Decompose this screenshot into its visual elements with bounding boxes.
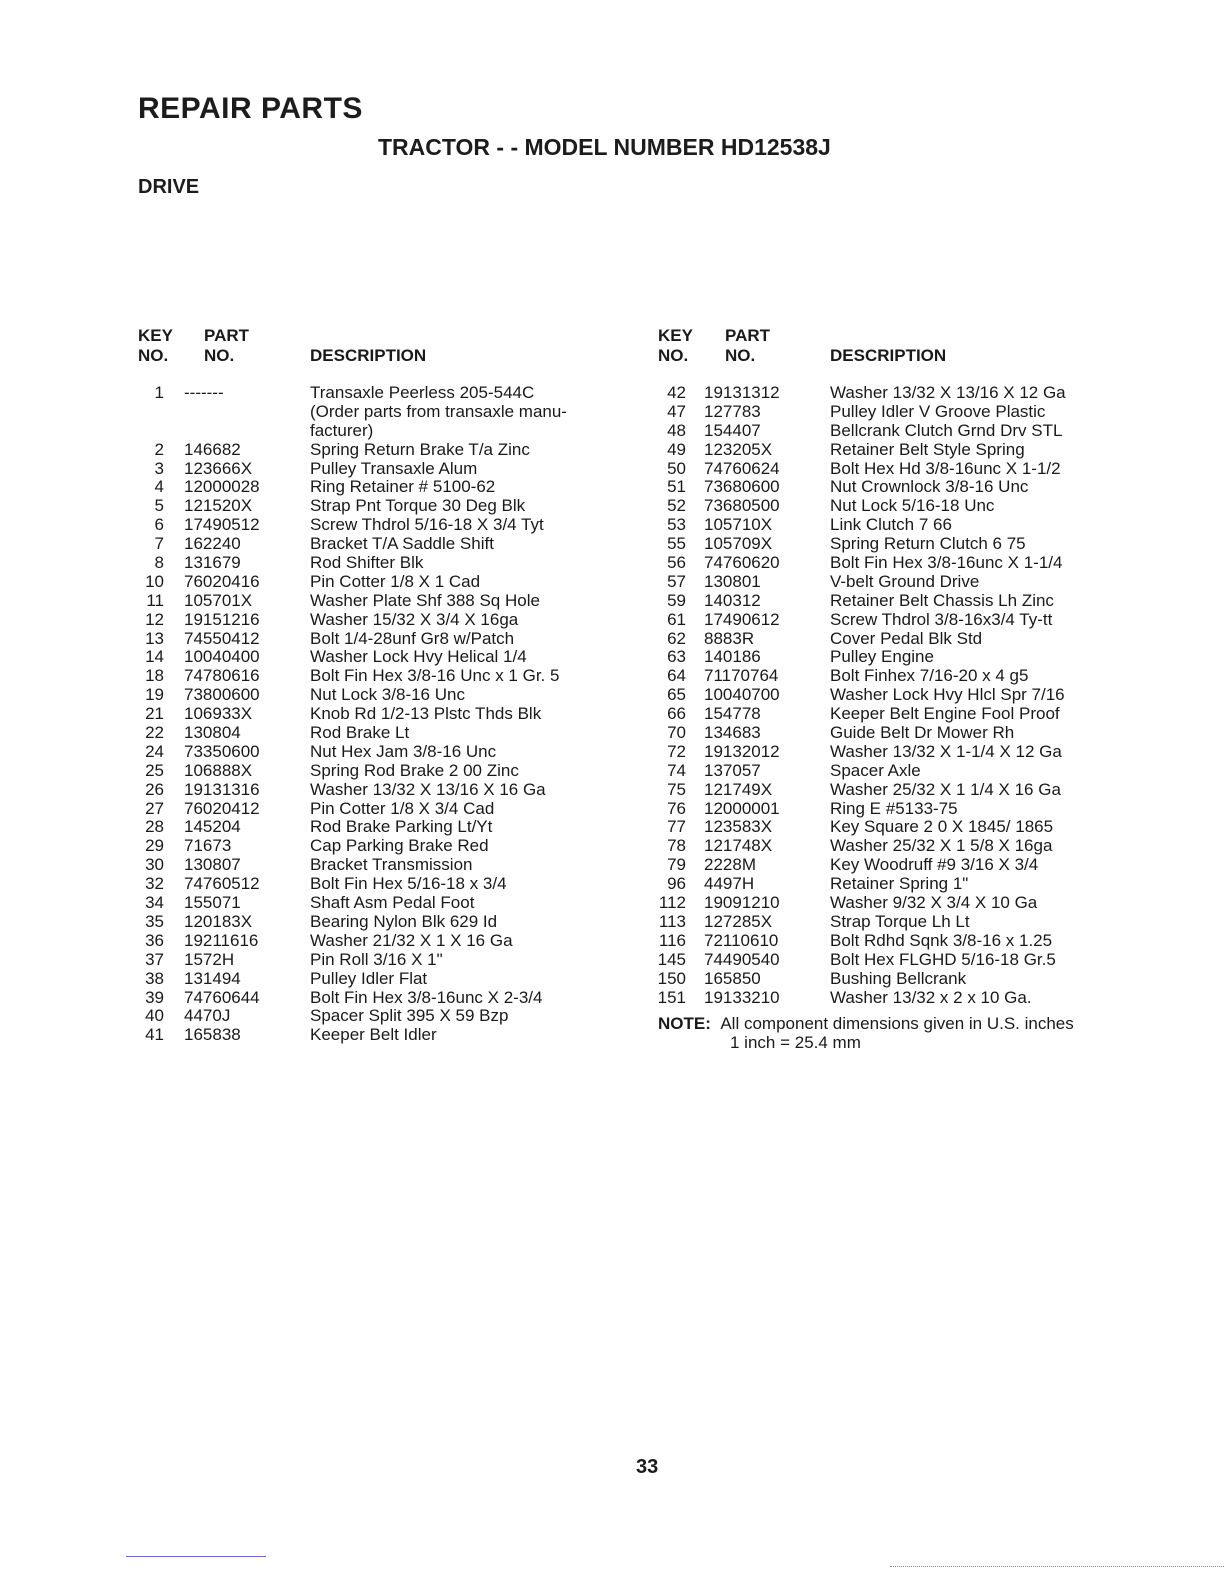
table-row (138, 422, 608, 441)
divider-left (126, 1556, 266, 1557)
part-description: Retainer Spring 1" (830, 874, 969, 894)
key-number: 66 (667, 704, 686, 724)
part-description: Rod Brake Parking Lt/Yt (310, 817, 493, 837)
part-description: Pulley Transaxle Alum (310, 458, 478, 478)
key-number: 59 (667, 590, 686, 610)
table-row (138, 554, 608, 573)
table-row (656, 422, 1116, 441)
table-row (656, 686, 1116, 705)
table-row (138, 497, 608, 516)
part-number: 2228M (704, 855, 756, 875)
key-number: 22 (145, 723, 164, 743)
table-row (138, 875, 608, 894)
part-number: 105701X (184, 590, 253, 610)
part-number: 76020416 (184, 571, 260, 591)
table-row (138, 1007, 608, 1026)
part-number: 71673 (184, 836, 232, 856)
part-description: Pin Cotter 1/8 X 3/4 Cad (310, 798, 495, 818)
part-number: 74780616 (184, 666, 260, 686)
table-row (138, 573, 608, 592)
part-number: 73800600 (184, 685, 260, 705)
part-no-header: NO. (204, 346, 235, 365)
table-row (138, 686, 608, 705)
key-number: 42 (667, 383, 686, 402)
key-number: 77 (667, 817, 686, 837)
table-row (138, 667, 608, 686)
key-number: 21 (145, 704, 164, 724)
table-row (656, 762, 1116, 781)
table-row (138, 384, 608, 403)
part-description: Bolt Fin Hex 3/8-16unc X 2-3/4 (310, 987, 543, 1007)
table-row (138, 894, 608, 913)
part-number: 17490512 (184, 515, 260, 535)
key-number: 13 (145, 628, 164, 648)
part-number: 8883R (704, 628, 755, 648)
table-row (656, 648, 1116, 667)
table-row (138, 724, 608, 743)
key-number: 116 (658, 930, 686, 950)
part-number: 140186 (704, 647, 761, 667)
table-row (656, 894, 1116, 913)
part-description: Spacer Split 395 X 59 Bzp (310, 1006, 509, 1026)
part-number: 19131312 (704, 383, 780, 402)
part-number: 10040700 (704, 685, 780, 705)
part-description: Nut Crownlock 3/8-16 Unc (830, 477, 1029, 497)
table-row (656, 497, 1116, 516)
table-row (656, 800, 1116, 819)
part-number: 140312 (704, 590, 761, 610)
part-description: Ring E #5133-75 (830, 798, 958, 818)
part-description: Bearing Nylon Blk 629 Id (310, 911, 498, 931)
part-number: 130801 (704, 571, 761, 591)
table-row (138, 932, 608, 951)
section-title: DRIVE (138, 176, 200, 198)
part-description: Retainer Belt Chassis Lh Zinc (830, 590, 1054, 610)
table-row (656, 630, 1116, 649)
part-description: Key Square 2 0 X 1845/ 1865 (830, 817, 1054, 837)
key-number: 48 (667, 420, 686, 440)
part-number: 154778 (704, 704, 761, 724)
key-number: 7 (154, 534, 164, 554)
key-number: 56 (667, 553, 686, 573)
table-row (656, 667, 1116, 686)
table-row (656, 913, 1116, 932)
part-description: Bushing Bellcrank (830, 968, 967, 988)
part-description: Spacer Axle (830, 760, 921, 780)
part-number: 10040400 (184, 647, 260, 667)
part-description: Washer 25/32 X 1 5/8 X 16ga (830, 836, 1053, 856)
part-number: 131494 (184, 968, 241, 988)
part-description: Key Woodruff #9 3/16 X 3/4 (830, 855, 1039, 875)
part-number: 155071 (184, 893, 241, 913)
part-number: 127285X (704, 911, 773, 931)
divider-right (890, 1566, 1224, 1567)
parts-list-left (138, 384, 608, 1045)
key-number: 74 (667, 760, 686, 780)
description-header: DESCRIPTION (310, 346, 427, 365)
table-row (138, 1026, 608, 1045)
key-number: 61 (667, 609, 686, 629)
table-row (138, 630, 608, 649)
part-number: 121748X (704, 836, 773, 856)
part-number: 4470J (184, 1006, 231, 1026)
key-number: 1 (154, 383, 164, 402)
part-description: Strap Pnt Torque 30 Deg Blk (310, 496, 526, 516)
key-number: 36 (145, 930, 164, 950)
table-row (656, 989, 1116, 1008)
key-number: 12 (145, 609, 164, 629)
table-row (656, 724, 1116, 743)
part-description: Washer 13/32 x 2 x 10 Ga. (830, 987, 1032, 1007)
part-number: 127783 (704, 401, 761, 421)
key-number: 27 (145, 798, 164, 818)
part-description: Bracket T/A Saddle Shift (310, 534, 494, 554)
part-number: 105709X (704, 534, 773, 554)
part-description: Bolt Hex FLGHD 5/16-18 Gr.5 (830, 949, 1056, 969)
part-number: 72110610 (704, 930, 779, 950)
key-number: 11 (146, 590, 164, 610)
table-row (138, 762, 608, 781)
part-number: 76020412 (184, 798, 260, 818)
key-number: 47 (667, 401, 686, 421)
table-row (656, 478, 1116, 497)
part-description: Screw Thdrol 3/8-16x3/4 Ty-tt (830, 609, 1053, 629)
table-row (656, 781, 1116, 800)
part-description: Cap Parking Brake Red (310, 836, 489, 856)
table-row (138, 460, 608, 479)
part-number: 74490540 (704, 949, 780, 969)
part-description: Washer 15/32 X 3/4 X 16ga (310, 609, 519, 629)
key-number: 75 (667, 779, 686, 799)
part-description: Bolt Rdhd Sqnk 3/8-16 x 1.25 (830, 930, 1053, 950)
part-description: Strap Torque Lh Lt (830, 911, 970, 931)
table-row (138, 818, 608, 837)
part-description: Guide Belt Dr Mower Rh (830, 723, 1015, 743)
description-header: DESCRIPTION (830, 346, 947, 365)
part-number: 74760620 (704, 553, 780, 573)
key-number: 52 (667, 496, 686, 516)
part-number: 123205X (704, 439, 773, 459)
part-number: 19133210 (704, 987, 780, 1007)
table-row (138, 516, 608, 535)
table-row (138, 837, 608, 856)
key-no-header: NO. (658, 346, 689, 365)
key-number: 4 (154, 477, 164, 497)
table-row (138, 592, 608, 611)
part-number: 131679 (184, 553, 241, 573)
part-number: 121749X (704, 779, 773, 799)
key-header: KEY (658, 326, 693, 345)
key-number: 72 (667, 741, 686, 761)
part-description: Spring Rod Brake 2 00 Zinc (310, 760, 519, 780)
part-number: 105710X (704, 515, 773, 535)
table-row (138, 403, 608, 422)
part-number: 134683 (704, 723, 761, 743)
table-row (138, 913, 608, 932)
part-description: Washer 13/32 X 13/16 X 12 Ga (830, 383, 1066, 402)
table-row (138, 441, 608, 460)
part-description: Screw Thdrol 5/16-18 X 3/4 Tyt (310, 515, 544, 535)
part-description: Transaxle Peerless 205-544C (310, 383, 535, 402)
key-number: 49 (667, 439, 686, 459)
key-number: 5 (154, 496, 164, 516)
note-line-2: 1 inch = 25.4 mm (730, 1033, 861, 1052)
part-description: Link Clutch 7 66 (830, 515, 952, 535)
key-number: 41 (145, 1025, 164, 1045)
part-description: Nut Lock 5/16-18 Unc (830, 496, 995, 516)
table-row (656, 403, 1116, 422)
part-description: Shaft Asm Pedal Foot (310, 893, 475, 913)
part-description: Knob Rd 1/2-13 Plstc Thds Blk (310, 704, 542, 724)
page-number: 33 (636, 1456, 659, 1478)
table-row (138, 951, 608, 970)
part-number: 106888X (184, 760, 253, 780)
key-number: 38 (145, 968, 164, 988)
table-row (656, 875, 1116, 894)
part-number: 19132012 (704, 741, 780, 761)
part-number: 74760644 (184, 987, 260, 1007)
part-number: 74550412 (184, 628, 260, 648)
key-number: 39 (145, 987, 164, 1007)
part-number: 4497H (704, 874, 755, 894)
key-number: 78 (667, 836, 686, 856)
parts-column-right (656, 326, 1116, 1007)
table-row (656, 818, 1116, 837)
table-row (656, 573, 1116, 592)
part-number: 71170764 (704, 666, 779, 686)
part-description: Keeper Belt Engine Fool Proof (830, 704, 1060, 724)
key-number: 96 (667, 874, 686, 894)
part-description: Pulley Idler V Groove Plastic (830, 401, 1046, 421)
part-number: 137057 (704, 760, 761, 780)
part-description: Washer Lock Hvy Hlcl Spr 7/16 (830, 685, 1065, 705)
part-header: PART (725, 326, 771, 345)
key-number: 19 (145, 685, 164, 705)
key-number: 28 (145, 817, 164, 837)
part-description: Bellcrank Clutch Grnd Drv STL (830, 420, 1063, 440)
key-number: 113 (658, 911, 686, 931)
table-row (656, 516, 1116, 535)
part-number: 19091210 (704, 893, 780, 913)
part-description: Ring Retainer # 5100-62 (310, 477, 496, 497)
table-row (138, 800, 608, 819)
note-line-1: All component dimensions given in U.S. inches (720, 1014, 1074, 1033)
part-number: 165838 (184, 1025, 241, 1045)
key-number: 37 (145, 949, 164, 969)
key-number: 145 (657, 949, 686, 969)
key-number: 79 (667, 855, 686, 875)
part-number: 19131316 (184, 779, 260, 799)
part-description: Rod Brake Lt (310, 723, 410, 743)
part-description: Washer Lock Hvy Helical 1/4 (310, 647, 527, 667)
key-number: 50 (667, 458, 686, 478)
key-number: 151 (657, 987, 686, 1007)
part-description: Bracket Transmission (310, 855, 473, 875)
part-number: 74760512 (184, 874, 260, 894)
part-number: 73680500 (704, 496, 780, 516)
table-row (138, 970, 608, 989)
table-row (138, 611, 608, 630)
part-description: Retainer Belt Style Spring (830, 439, 1025, 459)
part-number: 12000001 (704, 798, 780, 818)
part-number: 106933X (184, 704, 253, 724)
part-description: Pulley Idler Flat (310, 968, 428, 988)
part-description: Pin Roll 3/16 X 1" (310, 949, 443, 969)
part-description: Keeper Belt Idler (310, 1025, 437, 1045)
part-description: Bolt Fin Hex 3/8-16unc X 1-1/4 (830, 553, 1063, 573)
key-number: 40 (145, 1006, 164, 1026)
key-number: 6 (154, 515, 164, 535)
key-number: 8 (154, 553, 164, 573)
part-description: Bolt Fin Hex 5/16-18 x 3/4 (310, 874, 507, 894)
part-description: facturer) (310, 420, 374, 440)
part-number: 19151216 (184, 609, 260, 629)
key-number: 25 (145, 760, 164, 780)
part-number: 130804 (184, 723, 241, 743)
part-description: Nut Lock 3/8-16 Unc (310, 685, 465, 705)
part-number: 73350600 (184, 741, 260, 761)
table-row (656, 460, 1116, 479)
key-number: 29 (145, 836, 164, 856)
part-description: Bolt Fin Hex 3/8-16 Unc x 1 Gr. 5 (310, 666, 560, 686)
table-row (656, 932, 1116, 951)
key-number: 55 (667, 534, 686, 554)
part-description: Bolt Hex Hd 3/8-16unc X 1-1/2 (830, 458, 1061, 478)
table-row (138, 743, 608, 762)
key-number: 57 (667, 571, 686, 591)
table-row (656, 384, 1116, 403)
table-row (656, 856, 1116, 875)
part-number: 73680600 (704, 477, 780, 497)
part-number: 1572H (184, 949, 235, 969)
table-row (656, 535, 1116, 554)
table-row (138, 781, 608, 800)
key-number: 62 (667, 628, 686, 648)
model-title: TRACTOR - - MODEL NUMBER HD12538J (378, 134, 831, 160)
table-row (138, 648, 608, 667)
part-number: 130807 (184, 855, 241, 875)
table-row (138, 535, 608, 554)
key-number: 18 (145, 666, 164, 686)
note-label: NOTE: (658, 1014, 711, 1033)
part-description: Bolt 1/4-28unf Gr8 w/Patch (310, 628, 515, 648)
table-row (656, 554, 1116, 573)
key-number: 76 (667, 798, 686, 818)
part-number: 17490612 (704, 609, 780, 629)
parts-column-left (138, 326, 608, 1045)
key-number: 2 (154, 439, 164, 459)
dimension-note (658, 1014, 1074, 1052)
key-number: 112 (658, 893, 686, 913)
part-number: 12000028 (184, 477, 260, 497)
key-number: 30 (145, 855, 164, 875)
table-row (656, 951, 1116, 970)
part-description: Pin Cotter 1/8 X 1 Cad (310, 571, 481, 591)
table-row (656, 705, 1116, 724)
part-description: Washer 21/32 X 1 X 16 Ga (310, 930, 513, 950)
part-description: Nut Hex Jam 3/8-16 Unc (310, 741, 497, 761)
key-number: 34 (145, 893, 164, 913)
table-row (138, 989, 608, 1008)
key-number: 64 (667, 666, 686, 686)
key-number: 32 (145, 874, 164, 894)
part-number: 165850 (704, 968, 761, 988)
key-number: 53 (667, 515, 686, 535)
part-description: Washer 9/32 X 3/4 X 10 Ga (830, 893, 1038, 913)
part-description: (Order parts from transaxle manu- (310, 401, 567, 421)
part-description: Spring Return Brake T/a Zinc (310, 439, 530, 459)
key-number: 150 (657, 968, 686, 988)
key-header: KEY (138, 326, 173, 345)
key-number: 70 (667, 723, 686, 743)
part-number: 121520X (184, 496, 253, 516)
table-row (656, 592, 1116, 611)
table-row (656, 970, 1116, 989)
table-row (138, 705, 608, 724)
part-description: Washer 13/32 X 13/16 X 16 Ga (310, 779, 546, 799)
column-headers-left (138, 326, 608, 370)
key-number: 35 (145, 911, 164, 931)
part-number: 162240 (184, 534, 241, 554)
part-description: Bolt Finhex 7/16-20 x 4 g5 (830, 666, 1029, 686)
part-description: Rod Shifter Blk (310, 553, 424, 573)
key-number: 65 (667, 685, 686, 705)
part-number: 120183X (184, 911, 253, 931)
part-number: 123583X (704, 817, 773, 837)
part-description: Washer 13/32 X 1-1/4 X 12 Ga (830, 741, 1062, 761)
table-row (138, 856, 608, 875)
key-number: 51 (667, 477, 686, 497)
part-description: Pulley Engine (830, 647, 934, 667)
part-description: Washer Plate Shf 388 Sq Hole (310, 590, 540, 610)
column-headers-right (656, 326, 1116, 370)
part-no-header: NO. (725, 346, 756, 365)
part-number: 123666X (184, 458, 253, 478)
part-description: Cover Pedal Blk Std (830, 628, 983, 648)
part-number: 74760624 (704, 458, 780, 478)
key-number: 10 (145, 571, 164, 591)
part-header: PART (204, 326, 250, 345)
table-row (656, 837, 1116, 856)
part-description: Washer 25/32 X 1 1/4 X 16 Ga (830, 779, 1061, 799)
part-number: 145204 (184, 817, 241, 837)
table-row (656, 743, 1116, 762)
key-number: 26 (145, 779, 164, 799)
key-number: 63 (667, 647, 686, 667)
part-number: 19211616 (184, 930, 259, 950)
part-number: ------- (184, 383, 224, 402)
key-no-header: NO. (138, 346, 169, 365)
part-number: 146682 (184, 439, 241, 459)
table-row (138, 478, 608, 497)
table-row (656, 441, 1116, 460)
key-number: 14 (145, 647, 164, 667)
parts-list-right (656, 384, 1116, 1007)
page-title: REPAIR PARTS (138, 92, 363, 125)
table-row (656, 611, 1116, 630)
part-description: V-belt Ground Drive (830, 571, 980, 591)
key-number: 24 (145, 741, 164, 761)
part-description: Spring Return Clutch 6 75 (830, 534, 1026, 554)
part-number: 154407 (704, 420, 761, 440)
key-number: 3 (154, 458, 164, 478)
